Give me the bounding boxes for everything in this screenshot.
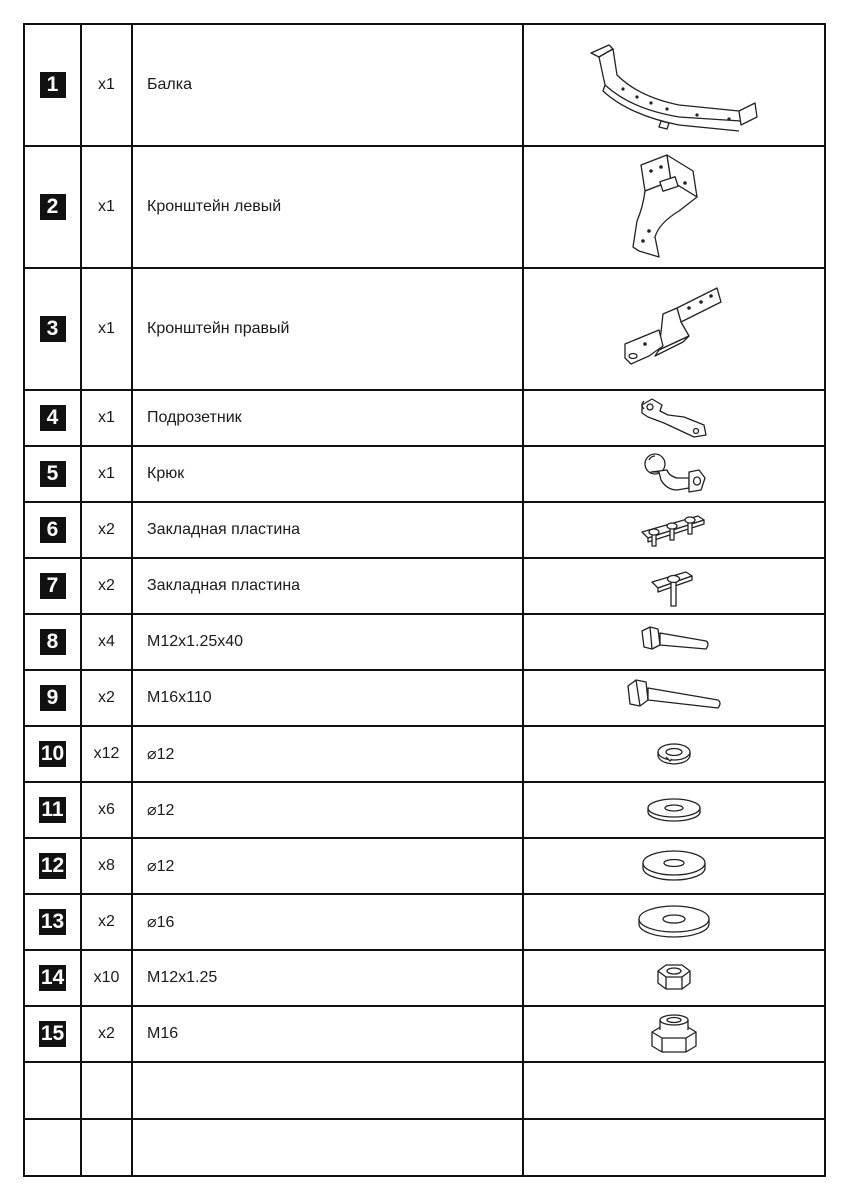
part-number-badge: 1 [40, 72, 66, 98]
left-bracket-icon [619, 151, 729, 263]
flat-washer-wide-icon [637, 904, 711, 940]
part-name [132, 1119, 523, 1176]
part-number-badge: 11 [41, 798, 64, 821]
tow-beam-icon [579, 35, 769, 135]
part-quantity: x1 [81, 146, 132, 268]
lock-nut-icon [648, 1012, 700, 1056]
part-quantity: x2 [81, 894, 132, 950]
table-row [24, 24, 825, 146]
table-row [24, 268, 825, 390]
part-number-badge [40, 1132, 66, 1158]
part-quantity: x1 [81, 390, 132, 446]
mounting-plate-short-icon [644, 562, 704, 610]
table-row [24, 446, 825, 502]
part-quantity: x2 [81, 1006, 132, 1062]
part-quantity [81, 1119, 132, 1176]
table-row-empty [24, 1062, 825, 1119]
hex-nut-icon [654, 961, 694, 995]
part-quantity: x12 [81, 726, 132, 782]
part-quantity: x2 [81, 558, 132, 614]
parts-list-table [23, 23, 826, 1177]
spring-washer-icon [652, 739, 696, 769]
part-quantity [81, 1062, 132, 1119]
part-name: Кронштейн правый [132, 268, 523, 390]
part-name: Балка [132, 24, 523, 146]
part-name: Кронштейн левый [132, 146, 523, 268]
table-row [24, 558, 825, 614]
part-quantity: x2 [81, 670, 132, 726]
part-name: ⌀16 [132, 894, 523, 950]
part-name: M12x1.25x40 [132, 614, 523, 670]
part-quantity: x8 [81, 838, 132, 894]
part-number-badge: 4 [40, 405, 66, 431]
part-number-badge: 6 [40, 517, 66, 543]
flat-washer-small-icon [646, 796, 702, 824]
part-number-badge: 13 [40, 910, 65, 933]
mounting-plate-long-icon [636, 508, 712, 552]
part-number-badge: 8 [40, 629, 66, 655]
part-name: Крюк [132, 446, 523, 502]
part-name [132, 1062, 523, 1119]
table-row [24, 390, 825, 446]
part-number-badge: 9 [40, 685, 66, 711]
flat-washer-large-icon [641, 849, 707, 883]
part-quantity: x4 [81, 614, 132, 670]
part-number-badge: 15 [40, 1022, 65, 1045]
table-row [24, 670, 825, 726]
part-quantity: x1 [81, 446, 132, 502]
part-number-badge [40, 1075, 66, 1101]
table-row [24, 726, 825, 782]
part-name: M12x1.25 [132, 950, 523, 1006]
table-row [24, 1006, 825, 1062]
part-quantity: x10 [81, 950, 132, 1006]
table-row [24, 502, 825, 558]
socket-plate-icon [634, 395, 714, 441]
part-number-badge: 7 [40, 573, 66, 599]
part-quantity: x2 [81, 502, 132, 558]
table-row [24, 782, 825, 838]
part-name: Закладная пластина [132, 502, 523, 558]
part-number-badge: 12 [40, 854, 65, 877]
part-quantity: x1 [81, 24, 132, 146]
part-quantity: x6 [81, 782, 132, 838]
table-row [24, 894, 825, 950]
table-row [24, 146, 825, 268]
part-name: ⌀12 [132, 726, 523, 782]
part-name: Подрозетник [132, 390, 523, 446]
table-row [24, 838, 825, 894]
tow-ball-hook-icon [637, 450, 711, 498]
right-bracket-icon [619, 284, 729, 374]
table-row-empty [24, 1119, 825, 1176]
part-number-badge: 5 [40, 461, 66, 487]
part-name: M16x110 [132, 670, 523, 726]
part-number-badge: 14 [40, 966, 65, 989]
part-number-badge: 2 [40, 194, 66, 220]
bolt-short-icon [636, 625, 712, 659]
part-number-badge: 10 [40, 742, 65, 765]
part-name: M16 [132, 1006, 523, 1062]
part-name: ⌀12 [132, 782, 523, 838]
part-number-badge: 3 [40, 316, 66, 342]
part-name: Закладная пластина [132, 558, 523, 614]
table-row [24, 614, 825, 670]
bolt-long-icon [624, 678, 724, 718]
part-quantity: x1 [81, 268, 132, 390]
part-name: ⌀12 [132, 838, 523, 894]
table-row [24, 950, 825, 1006]
